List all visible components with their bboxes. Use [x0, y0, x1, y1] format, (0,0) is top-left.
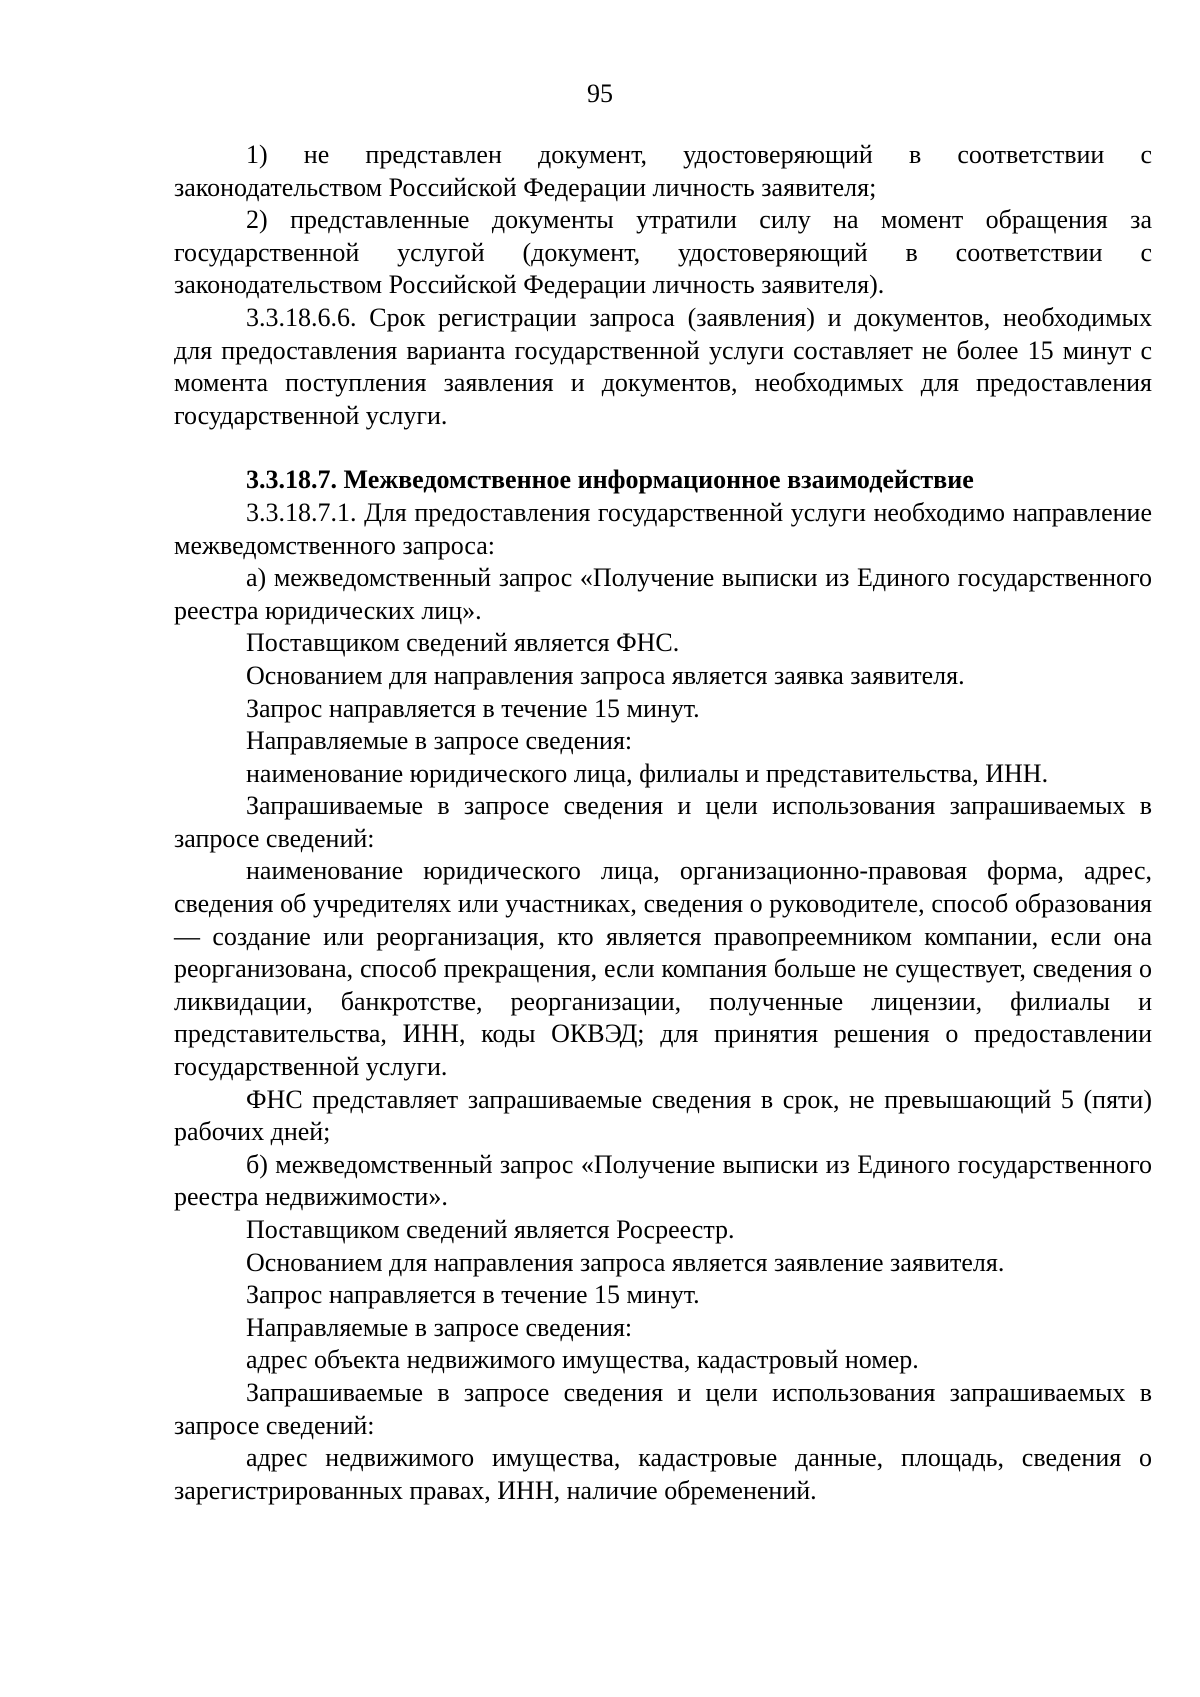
request-a-sent-label: Направляемые в запросе сведения:	[246, 726, 633, 756]
request-a-requested-label: Запрашиваемые в запросе сведения и цели использования запрашиваемых в запросе сведений:	[174, 791, 1152, 853]
request-b-requested-data: адрес недвижимого имущества, кадастровые данные, площадь, сведения о зарегистрированных правах, ИНН, наличие обременений.	[174, 1443, 1152, 1505]
request-a-requested-data: наименование юридического лица, организационно-правовая форма, адрес, сведения об учредителях или участниках, сведения о руководителе, способ образования — создание или реорганизация, кто является правопреемником компании, если она реорганизована, способ прекращения, если компания больше не существует, сведения о ликвидации, банкротстве, реорганизации, полученные лицензии, филиалы и представительства, ИНН, коды ОКВЭД; для принятия решения о предоставлении государственной услуги.	[174, 856, 1152, 1082]
request-b-sent-label: Направляемые в запросе сведения:	[246, 1312, 633, 1342]
request-a-response-term: ФНС представляет запрашиваемые сведения в срок, не превышающий 5 (пяти) рабочих дней;	[174, 1084, 1152, 1147]
list-item-2: 2) представленные документы утратили силу на момент обращения за государственной услугой (документ, удостоверяющий в соответствии с законодательством Российской Федерации личность заявителя).	[174, 205, 1152, 300]
request-a-basis: Основанием для направления запроса является заявка заявителя.	[246, 660, 965, 690]
page-content	[174, 139, 1152, 1507]
page-number: 95	[587, 79, 613, 108]
clause-3-3-18-6-6: 3.3.18.6.6. Срок регистрации запроса (заявления) и документов, необходимых для предоставления варианта государственной услуги составляет не более 15 минут с момента поступления заявления и документов, необходимых для предоставления государственной услуги.	[174, 302, 1152, 430]
clause-3-3-18-7-1: 3.3.18.7.1. Для предоставления государственной услуги необходимо направление межведомственного запроса:	[174, 497, 1152, 560]
request-a-title: а) межведомственный запрос «Получение выписки из Единого государственного реестра юридических лиц».	[174, 563, 1152, 625]
request-b-title: б) межведомственный запрос «Получение выписки из Единого государственного реестра недвижимости».	[174, 1149, 1152, 1212]
request-b-requested-label: Запрашиваемые в запросе сведения и цели использования запрашиваемых в запросе сведений:	[174, 1377, 1152, 1440]
request-b-sent-data: адрес объекта недвижимого имущества, кадастровый номер.	[246, 1345, 919, 1375]
request-a-sent-data: наименование юридического лица, филиалы и представительства, ИНН.	[246, 758, 1049, 788]
list-item-1: 1) не представлен документ, удостоверяющий в соответствии с законодательством Российской Федерации личность заявителя;	[174, 140, 1152, 202]
request-a-timing: Запрос направляется в течение 15 минут.	[246, 693, 700, 723]
request-a-provider: Поставщиком сведений является ФНС.	[246, 628, 680, 658]
request-b-timing: Запрос направляется в течение 15 минут.	[246, 1280, 700, 1310]
request-b-provider: Поставщиком сведений является Росреестр.	[246, 1215, 735, 1244]
section-heading: 3.3.18.7. Межведомственное информационное взаимодействие	[246, 465, 974, 495]
request-b-basis: Основанием для направления запроса является заявление заявителя.	[246, 1247, 1005, 1277]
